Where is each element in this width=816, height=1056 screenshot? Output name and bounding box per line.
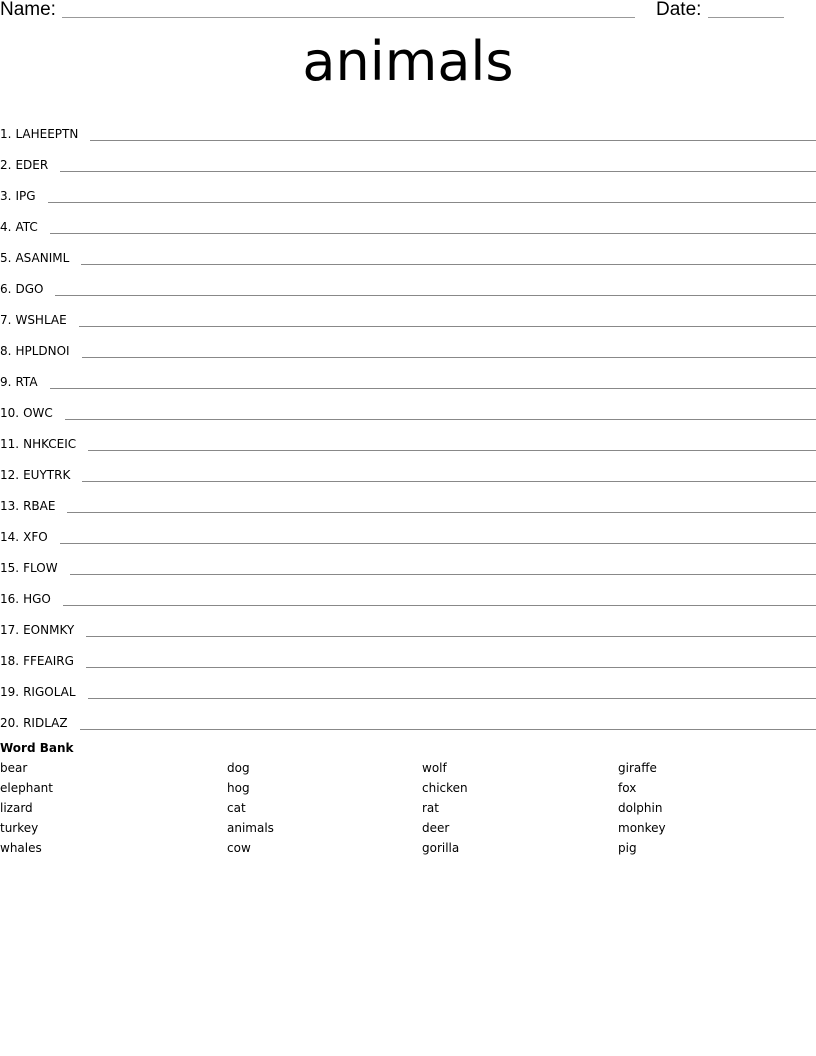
answer-line[interactable] <box>86 667 816 668</box>
word-bank-item: elephant <box>0 781 53 795</box>
scrambled-word: EDER <box>15 158 49 172</box>
question-number: 20. <box>0 716 20 730</box>
word-bank-item: monkey <box>618 821 666 835</box>
question-row <box>0 174 816 205</box>
scrambled-word: FLOW <box>23 561 58 575</box>
answer-line[interactable] <box>90 140 816 141</box>
word-bank-item: fox <box>618 781 637 795</box>
scrambled-word: NHKCEIC <box>23 437 77 451</box>
scrambled-word: RIDLAZ <box>23 716 68 730</box>
word-bank-item: animals <box>227 821 274 835</box>
answer-line[interactable] <box>82 481 816 482</box>
word-bank-item: lizard <box>0 801 33 815</box>
question-number: 12. <box>0 468 20 482</box>
scrambled-word: OWC <box>23 406 53 420</box>
question-number: 6. <box>0 282 12 296</box>
word-bank-item: bear <box>0 761 28 775</box>
question-row <box>0 205 816 236</box>
question-row <box>0 267 816 298</box>
question-number: 16. <box>0 592 20 606</box>
word-bank-item: dolphin <box>618 801 663 815</box>
scrambled-word: EONMKY <box>23 623 75 637</box>
word-bank-item: chicken <box>422 781 468 795</box>
question-number: 7. <box>0 313 12 327</box>
question-row <box>0 112 816 143</box>
question-row <box>0 453 816 484</box>
question-number: 13. <box>0 499 20 513</box>
question-row <box>0 484 816 515</box>
answer-line[interactable] <box>82 357 816 358</box>
scrambled-word: RTA <box>15 375 38 389</box>
question-row <box>0 670 816 701</box>
scrambled-word: IPG <box>15 189 36 203</box>
answer-line[interactable] <box>65 419 816 420</box>
question-row <box>0 546 816 577</box>
date-field[interactable] <box>708 17 784 18</box>
answer-line[interactable] <box>60 543 816 544</box>
question-row <box>0 391 816 422</box>
answer-line[interactable] <box>60 171 816 172</box>
worksheet-header <box>0 0 816 24</box>
question-number: 10. <box>0 406 20 420</box>
answer-line[interactable] <box>70 574 816 575</box>
question-number: 11. <box>0 437 20 451</box>
question-row <box>0 422 816 453</box>
question-row <box>0 639 816 670</box>
answer-line[interactable] <box>86 636 816 637</box>
scrambled-word: FFEAIRG <box>23 654 74 668</box>
scrambled-word: DGO <box>15 282 44 296</box>
question-number: 17. <box>0 623 20 637</box>
word-bank-item: deer <box>422 821 450 835</box>
question-row <box>0 608 816 639</box>
answer-line[interactable] <box>67 512 816 513</box>
question-row <box>0 236 816 267</box>
answer-line[interactable] <box>63 605 816 606</box>
name-label: Name: <box>0 0 56 20</box>
word-bank-item: cow <box>227 841 251 855</box>
question-number: 14. <box>0 530 20 544</box>
scrambled-word: HGO <box>23 592 51 606</box>
date-label: Date: <box>656 0 702 20</box>
scrambled-word: ATC <box>15 220 38 234</box>
word-bank-item: gorilla <box>422 841 460 855</box>
answer-line[interactable] <box>80 729 816 730</box>
word-bank-item: turkey <box>0 821 39 835</box>
question-number: 8. <box>0 344 12 358</box>
question-row <box>0 515 816 546</box>
answer-line[interactable] <box>50 388 816 389</box>
scrambled-word: ASANIML <box>15 251 70 265</box>
question-number: 18. <box>0 654 20 668</box>
question-list <box>0 112 816 732</box>
question-row <box>0 701 816 732</box>
scrambled-word: HPLDNOI <box>15 344 70 358</box>
answer-line[interactable] <box>48 202 816 203</box>
question-row <box>0 360 816 391</box>
scrambled-word: LAHEEPTN <box>15 127 79 141</box>
word-bank-item: giraffe <box>618 761 657 775</box>
name-field[interactable] <box>62 17 635 18</box>
question-number: 1. <box>0 127 12 141</box>
question-row <box>0 577 816 608</box>
word-bank <box>0 759 816 859</box>
question-number: 2. <box>0 158 12 172</box>
question-number: 3. <box>0 189 12 203</box>
page-title: animals <box>302 30 514 93</box>
scrambled-word: RIGOLAL <box>23 685 76 699</box>
answer-line[interactable] <box>50 233 816 234</box>
word-bank-item: whales <box>0 841 42 855</box>
question-number: 19. <box>0 685 20 699</box>
question-number: 15. <box>0 561 20 575</box>
word-bank-item: pig <box>618 841 637 855</box>
word-bank-item: rat <box>422 801 439 815</box>
question-row <box>0 298 816 329</box>
answer-line[interactable] <box>55 295 816 296</box>
word-bank-item: dog <box>227 761 250 775</box>
answer-line[interactable] <box>79 326 816 327</box>
answer-line[interactable] <box>88 450 816 451</box>
answer-line[interactable] <box>88 698 816 699</box>
word-bank-item: hog <box>227 781 250 795</box>
question-number: 9. <box>0 375 12 389</box>
scrambled-word: RBAE <box>23 499 56 513</box>
scrambled-word: WSHLAE <box>15 313 67 327</box>
question-number: 4. <box>0 220 12 234</box>
word-bank-title: Word Bank <box>0 741 74 755</box>
question-row <box>0 143 816 174</box>
scrambled-word: EUYTRK <box>23 468 71 482</box>
answer-line[interactable] <box>81 264 816 265</box>
question-row <box>0 329 816 360</box>
scrambled-word: XFO <box>23 530 48 544</box>
word-bank-item: wolf <box>422 761 447 775</box>
question-number: 5. <box>0 251 12 265</box>
word-bank-item: cat <box>227 801 246 815</box>
